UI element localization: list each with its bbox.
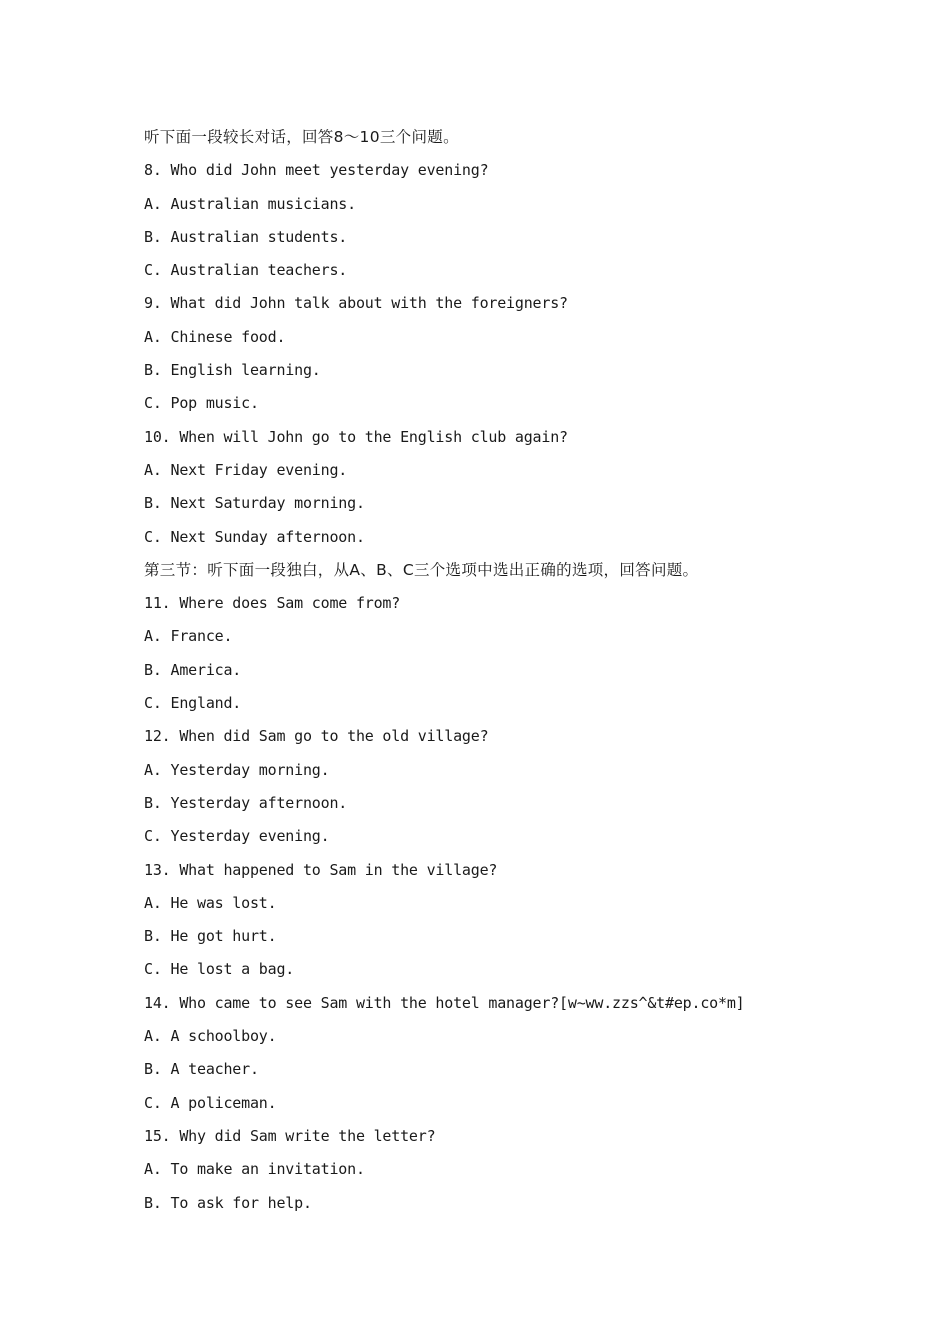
question-8: 8. Who did John meet yesterday evening? bbox=[144, 161, 489, 180]
option-11a: A. France. bbox=[144, 627, 233, 646]
option-12a: A. Yesterday morning. bbox=[144, 760, 330, 779]
option-8a: A. Australian musicians. bbox=[144, 194, 356, 213]
option-12c: C. Yesterday evening. bbox=[144, 827, 330, 846]
option-10a: A. Next Friday evening. bbox=[144, 460, 348, 479]
option-9c: C. Pop music. bbox=[144, 394, 259, 413]
option-10c: C. Next Sunday afternoon. bbox=[144, 527, 365, 546]
option-13a: A. He was lost. bbox=[144, 893, 277, 912]
option-12b: B. Yesterday afternoon. bbox=[144, 793, 348, 812]
option-9a: A. Chinese food. bbox=[144, 327, 286, 346]
question-9: 9. What did John talk about with the foreigners? bbox=[144, 294, 568, 313]
option-11c: C. England. bbox=[144, 694, 242, 713]
option-14c: C. A policeman. bbox=[144, 1093, 277, 1112]
option-15b: B. To ask for help. bbox=[144, 1193, 312, 1212]
question-15: 15. Why did Sam write the letter? bbox=[144, 1126, 436, 1145]
option-11b: B. America. bbox=[144, 660, 242, 679]
option-9b: B. English learning. bbox=[144, 361, 321, 380]
option-14b: B. A teacher. bbox=[144, 1060, 259, 1079]
option-13c: C. He lost a bag. bbox=[144, 960, 295, 979]
option-10b: B. Next Saturday morning. bbox=[144, 494, 365, 513]
section-three-heading: 第三节：听下面一段独白，从A、B、C三个选项中选出正确的选项，回答问题。 bbox=[144, 560, 699, 579]
question-12: 12. When did Sam go to the old village? bbox=[144, 727, 489, 746]
option-14a: A. A schoolboy. bbox=[144, 1027, 277, 1046]
option-13b: B. He got hurt. bbox=[144, 927, 277, 946]
question-14: 14. Who came to see Sam with the hotel manager?[w~ww.zzs^&t#ep.co*m] bbox=[144, 993, 745, 1012]
option-15a: A. To make an invitation. bbox=[144, 1160, 365, 1179]
question-10: 10. When will John go to the English club again? bbox=[144, 427, 568, 446]
question-13: 13. What happened to Sam in the village? bbox=[144, 860, 498, 879]
option-8b: B. Australian students. bbox=[144, 227, 348, 246]
question-11: 11. Where does Sam come from? bbox=[144, 594, 401, 613]
option-8c: C. Australian teachers. bbox=[144, 261, 348, 280]
exam-content bbox=[144, 124, 904, 1223]
instruction-conversation: 听下面一段较长对话，回答8～10三个问题。 bbox=[144, 128, 459, 146]
